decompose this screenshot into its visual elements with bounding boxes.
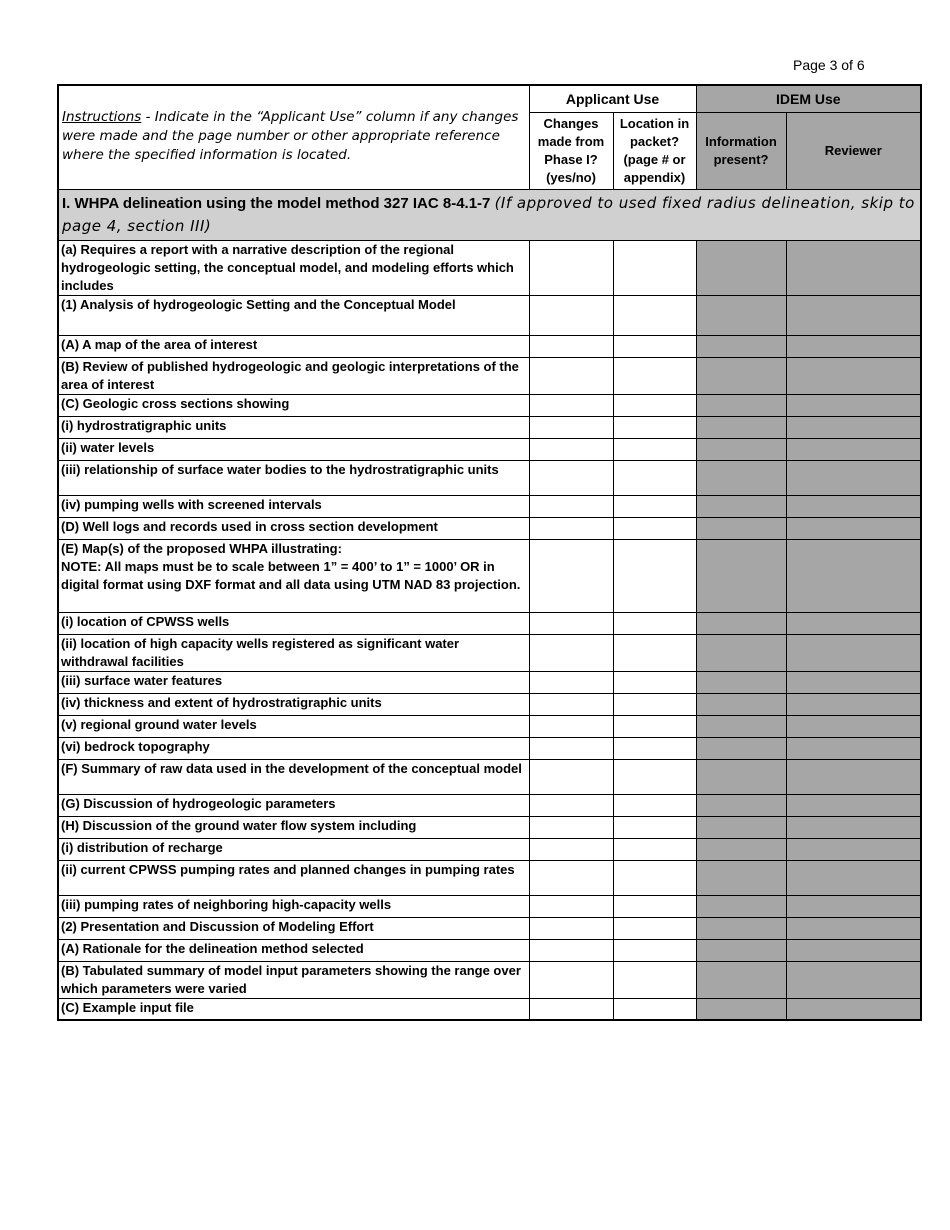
checklist-item-label: (i) location of CPWSS wells [58,612,529,634]
changes-cell[interactable] [529,895,613,917]
reviewer-cell [786,240,921,295]
reviewer-cell [786,917,921,939]
changes-cell[interactable] [529,539,613,612]
reviewer-cell [786,838,921,860]
reviewer-cell [786,961,921,998]
location-cell[interactable] [613,737,696,759]
reviewer-cell [786,394,921,416]
info-present-cell [696,295,786,335]
changes-cell[interactable] [529,495,613,517]
reviewer-cell [786,998,921,1020]
info-present-cell [696,860,786,895]
changes-cell[interactable] [529,335,613,357]
reviewer-cell [786,335,921,357]
info-present-cell [696,794,786,816]
table-row [58,671,921,693]
changes-cell[interactable] [529,917,613,939]
reviewer-cell [786,295,921,335]
info-present-cell [696,416,786,438]
checklist-item-label: (H) Discussion of the ground water flow system including [58,816,529,838]
page-number: Page 3 of 6 [793,57,865,73]
checklist-item-label: (G) Discussion of hydrogeologic parameters [58,794,529,816]
checklist-item-label: (a) Requires a report with a narrative description of the regional hydrogeologic setting, the conceptual model, and modeling efforts which includes [58,240,529,295]
changes-cell[interactable] [529,671,613,693]
table-row [58,895,921,917]
changes-cell[interactable] [529,816,613,838]
info-present-cell [696,335,786,357]
location-cell[interactable] [613,816,696,838]
reviewer-cell [786,416,921,438]
location-cell[interactable] [613,961,696,998]
location-cell[interactable] [613,295,696,335]
location-cell[interactable] [613,460,696,495]
location-cell[interactable] [613,693,696,715]
table-row [58,416,921,438]
location-cell[interactable] [613,671,696,693]
info-present-cell [696,816,786,838]
idem-use-header: IDEM Use [696,85,921,112]
info-present-cell [696,495,786,517]
reviewer-header: Reviewer [786,112,921,189]
table-row [58,917,921,939]
location-cell[interactable] [613,917,696,939]
reviewer-cell [786,495,921,517]
checklist-item-label: (iv) pumping wells with screened intervals [58,495,529,517]
checklist-item-label: (C) Geologic cross sections showing [58,394,529,416]
table-row [58,860,921,895]
checklist-table [57,84,922,1021]
info-present-cell [696,517,786,539]
info-present-cell [696,998,786,1020]
info-present-cell [696,539,786,612]
location-cell[interactable] [613,357,696,394]
location-cell[interactable] [613,715,696,737]
reviewer-cell [786,939,921,961]
info-present-cell [696,939,786,961]
table-row [58,539,921,612]
instructions-cell [58,85,529,189]
changes-cell[interactable] [529,737,613,759]
reviewer-cell [786,816,921,838]
info-present-cell [696,394,786,416]
changes-cell[interactable] [529,416,613,438]
location-cell[interactable] [613,438,696,460]
changes-cell[interactable] [529,295,613,335]
changes-cell[interactable] [529,961,613,998]
checklist-item-label: (A) A map of the area of interest [58,335,529,357]
changes-cell[interactable] [529,634,613,671]
changes-cell[interactable] [529,939,613,961]
reviewer-cell [786,715,921,737]
location-cell[interactable] [613,939,696,961]
changes-cell[interactable] [529,357,613,394]
table-row [58,759,921,794]
changes-cell[interactable] [529,759,613,794]
table-row [58,295,921,335]
changes-cell[interactable] [529,438,613,460]
changes-header: Changes made from Phase I? (yes/no) [529,112,613,189]
changes-cell[interactable] [529,693,613,715]
checklist-item-label: (F) Summary of raw data used in the development of the conceptual model [58,759,529,794]
table-row [58,961,921,998]
checklist-item-label: (iv) thickness and extent of hydrostratigraphic units [58,693,529,715]
info-present-cell [696,895,786,917]
reviewer-cell [786,460,921,495]
table-row [58,838,921,860]
table-row [58,715,921,737]
section-heading [58,189,921,240]
info-present-header: Information present? [696,112,786,189]
reviewer-cell [786,612,921,634]
location-cell[interactable] [613,495,696,517]
reviewer-cell [786,671,921,693]
checklist-item-label: (ii) location of high capacity wells registered as significant water withdrawal facilities [58,634,529,671]
changes-cell[interactable] [529,860,613,895]
changes-cell[interactable] [529,517,613,539]
table-row [58,335,921,357]
location-cell[interactable] [613,759,696,794]
info-present-cell [696,838,786,860]
checklist-item-label: (1) Analysis of hydrogeologic Setting and the Conceptual Model [58,295,529,335]
location-cell[interactable] [613,335,696,357]
location-cell[interactable] [613,794,696,816]
changes-cell[interactable] [529,460,613,495]
location-cell[interactable] [613,998,696,1020]
location-cell[interactable] [613,517,696,539]
checklist-item-label: (i) distribution of recharge [58,838,529,860]
info-present-cell [696,357,786,394]
location-cell[interactable] [613,394,696,416]
checklist-item-label: (ii) current CPWSS pumping rates and planned changes in pumping rates [58,860,529,895]
reviewer-cell [786,737,921,759]
location-cell[interactable] [613,838,696,860]
reviewer-cell [786,860,921,895]
reviewer-cell [786,693,921,715]
changes-cell[interactable] [529,794,613,816]
reviewer-cell [786,357,921,394]
reviewer-cell [786,895,921,917]
reviewer-cell [786,438,921,460]
reviewer-cell [786,517,921,539]
table-row [58,357,921,394]
location-cell[interactable] [613,416,696,438]
info-present-cell [696,612,786,634]
checklist-item-label: (C) Example input file [58,998,529,1020]
checklist-item-label: (B) Tabulated summary of model input parameters showing the range over which parameters were varied [58,961,529,998]
info-present-cell [696,438,786,460]
changes-cell[interactable] [529,715,613,737]
table-row [58,634,921,671]
location-cell[interactable] [613,612,696,634]
table-row [58,693,921,715]
section-title: I. WHPA delineation using the model method 327 IAC 8-4.1-7 [62,194,495,212]
table-row [58,438,921,460]
info-present-cell [696,240,786,295]
location-cell[interactable] [613,895,696,917]
location-cell[interactable] [613,240,696,295]
checklist-item-label: (B) Review of published hydrogeologic and geologic interpretations of the area of interest [58,357,529,394]
changes-cell[interactable] [529,394,613,416]
table-row [58,495,921,517]
checklist-item-label: (iii) surface water features [58,671,529,693]
reviewer-cell [786,634,921,671]
location-cell[interactable] [613,539,696,612]
table-row [58,939,921,961]
table-row [58,517,921,539]
info-present-cell [696,693,786,715]
checklist-item-label: (A) Rationale for the delineation method selected [58,939,529,961]
changes-cell[interactable] [529,240,613,295]
checklist-item-label: (v) regional ground water levels [58,715,529,737]
checklist-item-label: (ii) water levels [58,438,529,460]
table-row [58,794,921,816]
table-row [58,612,921,634]
location-cell[interactable] [613,634,696,671]
checklist-item-label: (E) Map(s) of the proposed WHPA illustrating: NOTE: All maps must be to scale between 1” = 400’ to 1” = 1000’ OR in digital format using DXF format and all data using UTM NAD 83 projection. [58,539,529,612]
info-present-cell [696,671,786,693]
table-row [58,240,921,295]
table-row [58,998,921,1020]
info-present-cell [696,917,786,939]
checklist-item-label: (D) Well logs and records used in cross section development [58,517,529,539]
changes-cell[interactable] [529,838,613,860]
location-cell[interactable] [613,860,696,895]
reviewer-cell [786,759,921,794]
checklist-item-label: (iii) relationship of surface water bodies to the hydrostratigraphic units [58,460,529,495]
checklist-item-label: (2) Presentation and Discussion of Modeling Effort [58,917,529,939]
checklist-item-label: (vi) bedrock topography [58,737,529,759]
info-present-cell [696,460,786,495]
reviewer-cell [786,794,921,816]
reviewer-cell [786,539,921,612]
info-present-cell [696,759,786,794]
table-row [58,394,921,416]
checklist-item-label: (iii) pumping rates of neighboring high-capacity wells [58,895,529,917]
changes-cell[interactable] [529,612,613,634]
checklist-item-label: (i) hydrostratigraphic units [58,416,529,438]
instructions-text: - Indicate in the “Applicant Use” column if any changes were made and the page number or other appropriate reference where the specified information is located. [62,109,519,163]
table-row [58,737,921,759]
info-present-cell [696,961,786,998]
section-note: (If approved to used fixed radius delineation, skip to page 4, section III) [62,193,915,235]
info-present-cell [696,737,786,759]
info-present-cell [696,634,786,671]
location-header: Location in packet? (page # or appendix) [613,112,696,189]
table-row [58,460,921,495]
table-row [58,816,921,838]
changes-cell[interactable] [529,998,613,1020]
instructions-label: Instructions [62,109,142,125]
info-present-cell [696,715,786,737]
applicant-use-header: Applicant Use [529,85,696,112]
